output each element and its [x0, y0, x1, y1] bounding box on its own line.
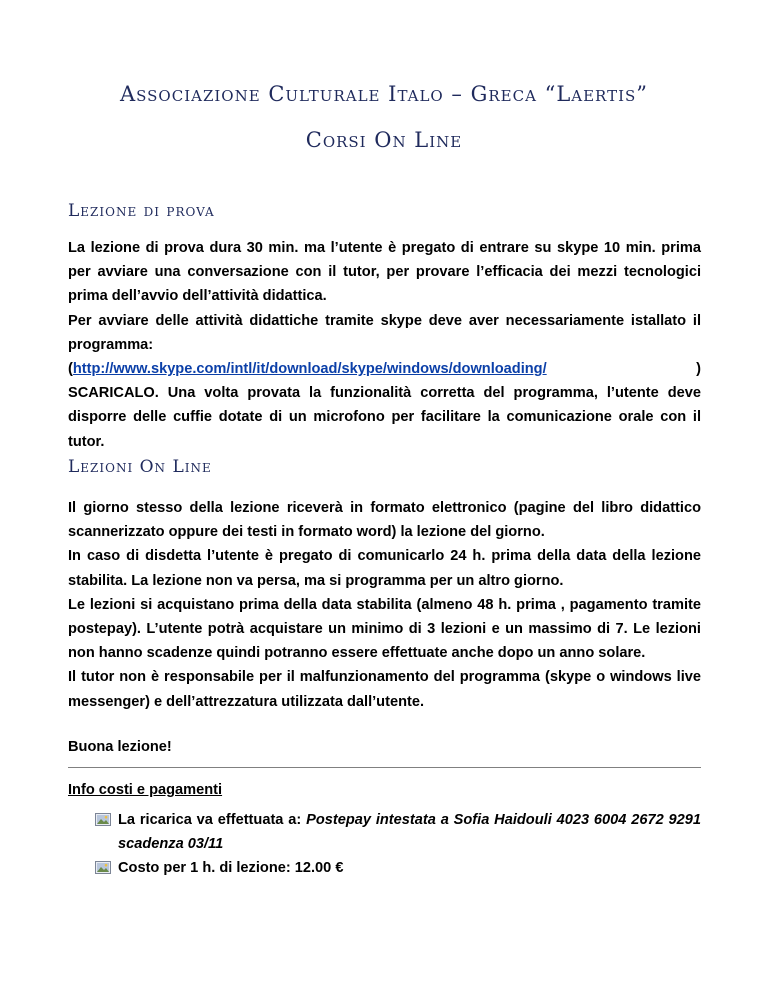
horizontal-divider — [68, 767, 701, 768]
online-paragraph-4: Il tutor non è responsabile per il malfunzionamento del programma (skype o windows live messenger) e dell’attrezzatura utilizzata dall’utente. — [68, 669, 701, 710]
image-bullet-icon — [95, 813, 111, 826]
page-title: Associazione Culturale Italo – Greca “Laertis” — [119, 82, 649, 106]
section-heading-online: Lezioni On Line — [68, 457, 212, 477]
info-item-2: Costo per 1 h. di lezione: 12.00 € — [118, 860, 344, 877]
download-link-line — [68, 357, 701, 381]
info-title: Info costi e pagamenti — [68, 782, 223, 798]
info-list — [95, 808, 701, 881]
online-paragraph-3: Le lezioni si acquistano prima della data stabilita (almeno 48 h. prima , pagamento tramite postepay). L’utente potrà acquistare un minimo di 3 lezioni e un massimo di 7. Le lezioni non hanno scadenze quindi potranno essere effettuate anche dopo un anno solare. — [68, 596, 701, 662]
closing-text: Buona lezione! — [68, 739, 172, 755]
info-item-1-detail: Postepay intestata a Sofia Haidouli 4023 6004 2672 9291 scadenza 03/11 — [118, 812, 701, 853]
download-link-wrapper — [68, 357, 547, 381]
prova-paragraph-2: Per avviare delle attività didattiche tramite skype deve aver necessariamente istallato il programma: — [68, 312, 701, 353]
online-paragraph-2: In caso di disdetta l’utente è pregato di comunicarlo 24 h. prima della data della lezione stabilita. La lezione non va persa, ma si programma per un altro giorno. — [68, 548, 701, 589]
section-body-online — [68, 496, 701, 714]
online-paragraph-1: Il giorno stesso della lezione riceverà in formato elettronico (pagine del libro didattico scannerizzato oppure dei testi in formato word) la lezione del giorno. — [68, 500, 701, 541]
info-item-1-label: La ricarica va effettuata a: — [118, 812, 307, 828]
skype-download-link[interactable]: http://www.skype.com/intl/it/download/skype/windows/downloading/ — [72, 361, 547, 378]
link-open-paren: ( — [68, 361, 73, 378]
page-subtitle: Corsi On Line — [305, 128, 463, 152]
list-item — [95, 808, 701, 856]
prova-paragraph-1: La lezione di prova dura 30 min. ma l’utente è pregato di entrare su skype 10 min. prima per avviare una conversazione con il tutor, per provare l’efficacia dei mezzi tecnologici prima dell’avvio dell’attività didattica. — [68, 240, 701, 305]
list-item — [95, 856, 701, 880]
section-heading-prova: Lezione di prova — [68, 201, 215, 221]
prova-paragraph-3: SCARICALO. Una volta provata la funzionalità corretta del programma, l’utente deve disporre delle cuffie dotate di un microfono per facilitare la comunicazione orale con il tutor. — [68, 385, 701, 450]
image-bullet-icon — [95, 861, 111, 874]
link-close-paren: ) — [696, 361, 701, 378]
section-body-prova — [68, 236, 701, 454]
